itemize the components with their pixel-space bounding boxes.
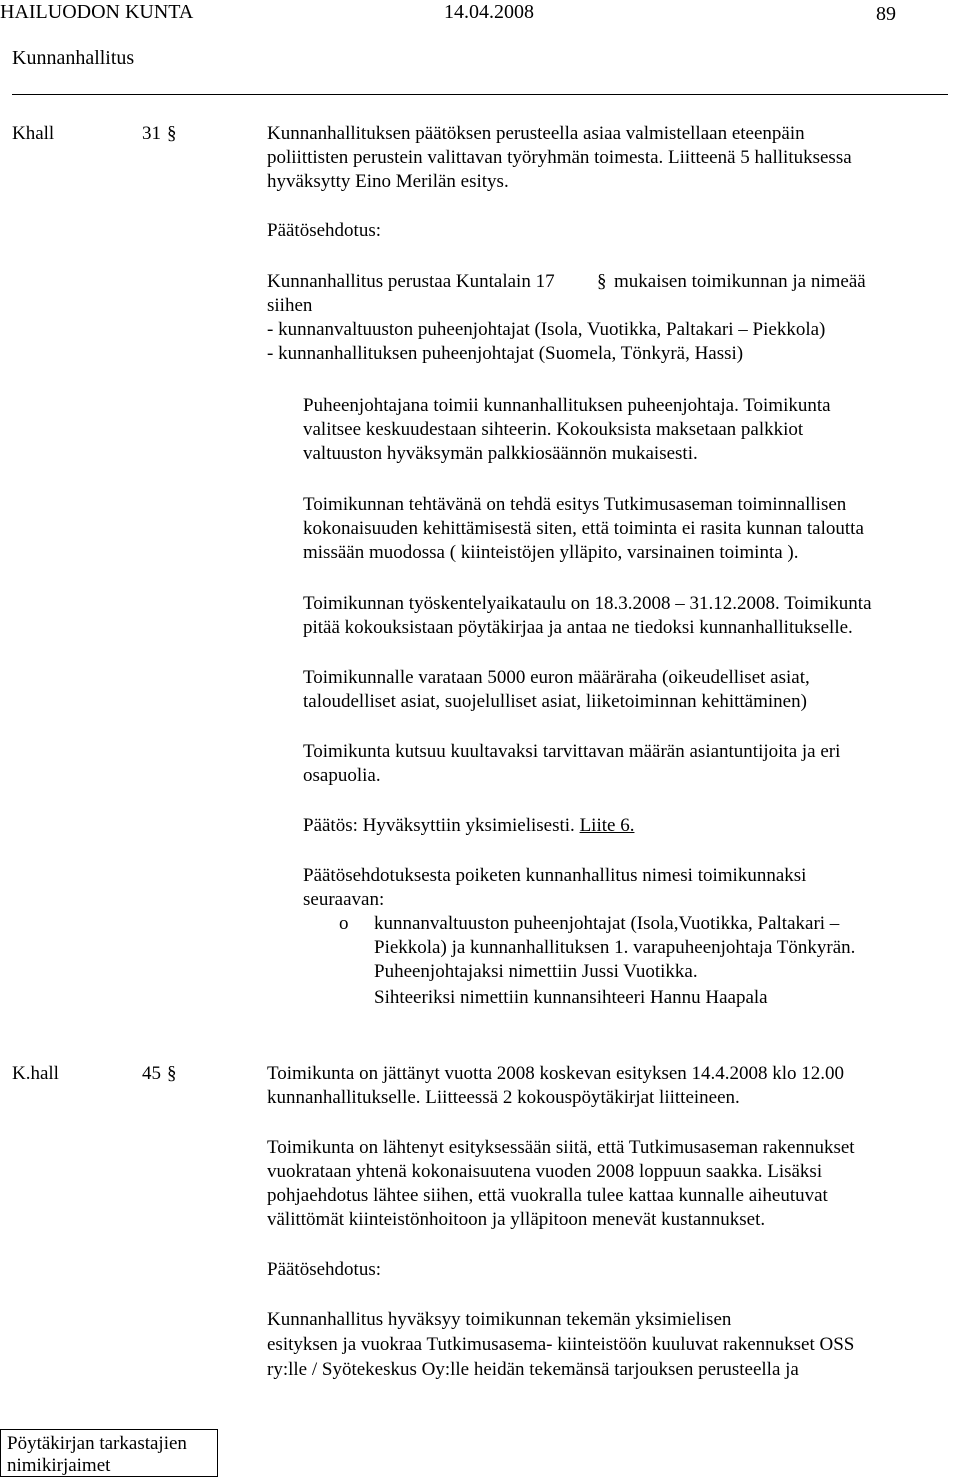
paragraph-line: seuraavan: [303,889,385,910]
bullet-line: kunnanvaltuuston puheenjohtajat (Isola,Vuotikka, Paltakari – [374,913,840,934]
section-text-line: Toimikunta on jättänyt vuotta 2008 koskevan esityksen 14.4.2008 klo 12.00 [267,1063,845,1084]
paragraph-line: valtuuston hyväksymän palkkiosäännön mukaisesti. [303,443,698,464]
section-sign: § [167,1063,177,1084]
decision-statement: Päätös: Hyväksyttiin yksimielisesti. [303,815,575,836]
document-date: 14.04.2008 [444,1,534,23]
section-text-line: Kunnanhallituksen päätöksen perusteella asiaa valmistellaan eteenpäin [267,123,805,144]
bullet-line: Piekkola) ja kunnanhallituksen 1. varapuheenjohtaja Tönkyrän. [374,937,856,958]
section-sign: § [167,123,177,144]
proposal-list-item: - kunnanhallituksen puheenjohtajat (Suomela, Tönkyrä, Hassi) [267,343,744,364]
section-number: 45 [142,1063,161,1084]
initials-label-line: Pöytäkirjan tarkastajien [7,1433,187,1454]
paragraph-line: taloudelliset asiat, suojelulliset asiat, liiketoiminnan kehittäminen) [303,691,807,712]
paragraph-line: Toimikunta on lähtenyt esityksessään siitä, että Tutkimusaseman rakennukset [267,1137,855,1158]
proposal-list-item: - kunnanvaltuuston puheenjohtajat (Isola, Vuotikka, Paltakari – Piekkola) [267,319,826,340]
proposal-line: siihen [267,295,313,316]
paragraph-line: Puheenjohtajana toimii kunnanhallituksen puheenjohtaja. Toimikunta [303,395,831,416]
paragraph-line: Toimikunta kutsuu kuultavaksi tarvittavan määrän asiantuntijoita ja eri [303,741,841,762]
paragraph-line: pitää kokouksistaan pöytäkirjaa ja antaa ne tiedoksi kunnanhallitukselle. [303,617,853,638]
section-text-line: hyväksytty Eino Merilän esitys. [267,171,509,192]
org-name: HAILUODON KUNTA [0,1,194,23]
proposal-line: ry:lle / Syötekeskus Oy:lle heidän tekemänsä tarjouksen perusteella ja [267,1359,799,1380]
proposal-line: esityksen ja vuokraa Tutkimusasema- kiinteistöön kuuluvat rakennukset OSS [267,1334,855,1355]
paragraph-line: Päätösehdotuksesta poiketen kunnanhallitus nimesi toimikunnaksi [303,865,807,886]
page-number: 89 [876,3,896,25]
paragraph-line: osapuolia. [303,765,381,786]
initials-box [0,1429,218,1477]
paragraph-line: valitsee keskuudestaan sihteerin. Kokouksista maksetaan palkkiot [303,419,804,440]
section-ref: K.hall [12,1063,59,1084]
section-ref: Khall [12,123,55,144]
paragraph-line: Toimikunnalle varataan 5000 euron määräraha (oikeudelliset asiat, [303,667,810,688]
proposal-heading: Päätösehdotus: [267,220,381,241]
paragraph-line: vuokrataan yhtenä kokonaisuutena vuoden 2008 loppuun saakka. Lisäksi [267,1161,823,1182]
paragraph-line: kokonaisuuden kehittämisestä siten, että toiminta ei rasita kunnan taloutta [303,518,864,539]
proposal-line: Kunnanhallitus hyväksyy toimikunnan tekemän yksimielisen [267,1309,732,1330]
attachment-link[interactable]: Liite 6. [579,815,635,836]
header-rule [12,94,948,95]
bullet-line: Puheenjohtajaksi nimettiin Jussi Vuotikka. [374,961,698,982]
paragraph-line: välittömät kiinteistönhoitoon ja ylläpitoon menevät kustannukset. [267,1209,766,1230]
proposal-line: mukaisen toimikunnan ja nimeää [614,271,866,292]
paragraph-line: pohjaehdotus lähtee siihen, että vuokralla tulee kattaa kunnalle aiheutuvat [267,1185,828,1206]
section-text-line: kunnanhallitukselle. Liitteessä 2 kokouspöytäkirjat liitteineen. [267,1087,740,1108]
bullet-marker: o [339,913,349,934]
proposal-line: Kunnanhallitus perustaa Kuntalain 17 [267,271,555,292]
proposal-heading: Päätösehdotus: [267,1259,381,1280]
initials-label-line: nimikirjaimet [7,1455,111,1476]
section-number: 31 [142,123,161,144]
paragraph-line: Toimikunnan työskentelyaikataulu on 18.3.2008 – 31.12.2008. Toimikunta [303,593,872,614]
bullet-line: Sihteeriksi nimettiin kunnansihteeri Hannu Haapala [374,987,768,1008]
decision-text [303,814,634,838]
paragraph-line: Toimikunnan tehtävänä on tehdä esitys Tutkimusaseman toiminnallisen [303,494,847,515]
paragraph-line: missään muodossa ( kiinteistöjen ylläpito, varsinainen toiminta ). [303,542,799,563]
section-sign: § [597,271,607,292]
section-text-line: poliittisten perustein valittavan työryhmän toimesta. Liitteenä 5 hallituksessa [267,147,852,168]
body-name: Kunnanhallitus [12,47,135,69]
